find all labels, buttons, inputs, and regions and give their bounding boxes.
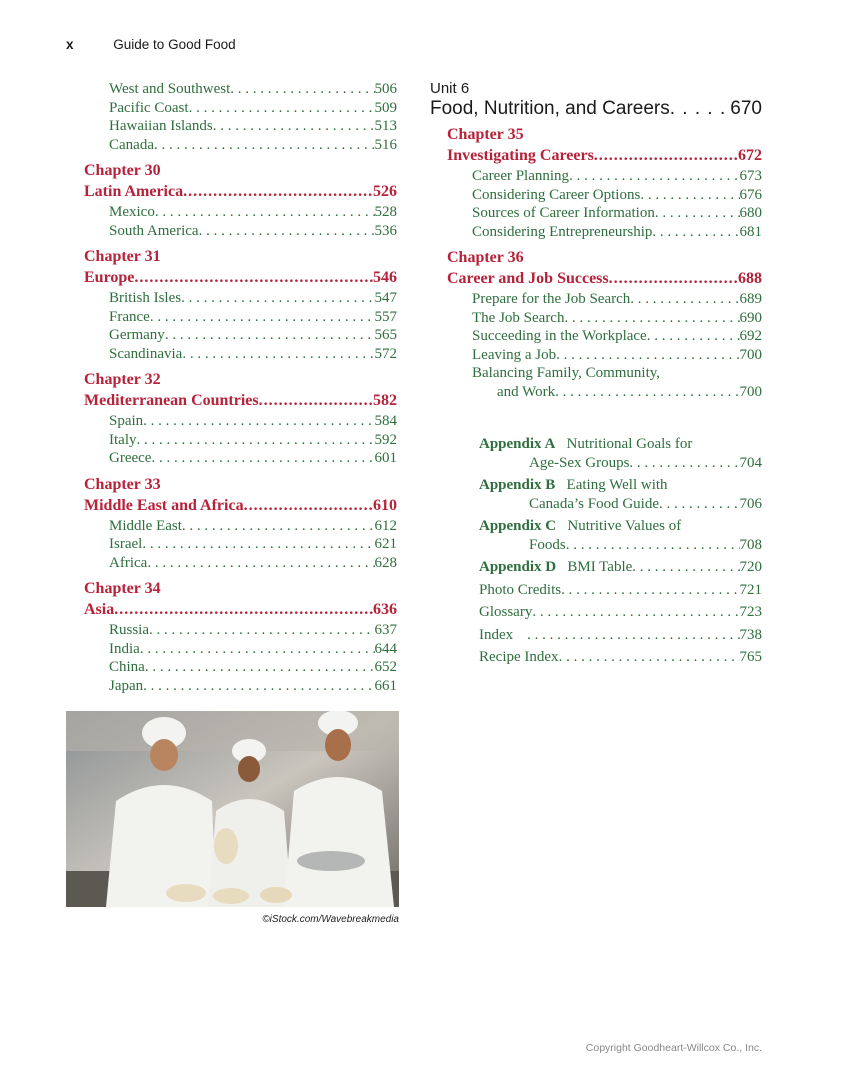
toc-entry[interactable]: Career Planning . . . 673 bbox=[472, 167, 762, 186]
chapter-title-entry[interactable]: Career and Job Success ..... 688 bbox=[447, 268, 762, 290]
appendices-block bbox=[430, 435, 762, 667]
toc-entry[interactable]: Considering Career Options . . . 676 bbox=[472, 186, 762, 205]
chapter-title-entry[interactable]: Mediterranean Countries ..... 582 bbox=[84, 390, 397, 412]
chapter-35-block bbox=[430, 125, 762, 241]
toc-entry[interactable]: Scandinavia . . . 572 bbox=[109, 345, 397, 364]
toc-entry[interactable]: West and Southwest . . . 506 bbox=[109, 80, 397, 99]
appendix-entry[interactable]: Appendix C Nutritive Values of Foods . . . 708 bbox=[479, 517, 762, 554]
toc-entry[interactable]: Japan . . . 661 bbox=[109, 677, 397, 696]
chapter-title-entry[interactable]: Middle East and Africa ..... 610 bbox=[84, 495, 397, 517]
page-number: x bbox=[66, 37, 74, 52]
appendix-entry[interactable]: Appendix A Nutritional Goals for Age-Sex Groups . . . 704 bbox=[479, 435, 762, 472]
toc-entry[interactable]: Leaving a Job . . . 700 bbox=[472, 346, 762, 365]
toc-right-column bbox=[430, 80, 762, 667]
toc-entry[interactable]: Israel . . . 621 bbox=[109, 535, 397, 554]
chapter-29-sections bbox=[84, 80, 397, 154]
toc-entry[interactable]: Middle East . . . 612 bbox=[109, 517, 397, 536]
toc-entry[interactable]: Africa . . . 628 bbox=[109, 554, 397, 573]
chapter-label: Chapter 33 bbox=[84, 475, 161, 493]
running-header bbox=[66, 37, 236, 52]
photo-credit: ©iStock.com/Wavebreakmedia bbox=[262, 914, 399, 925]
appendix-entry[interactable]: Appendix D BMI Table . . . 720 bbox=[479, 558, 762, 577]
appendix-entry[interactable]: Appendix B Eating Well with Canada’s Food Guide . . . 706 bbox=[479, 476, 762, 513]
toc-entry[interactable]: Greece . . . 601 bbox=[109, 449, 397, 468]
chefs-kitchen-photo bbox=[66, 711, 399, 907]
back-matter-entry[interactable]: Recipe Index . . . 765 bbox=[479, 648, 762, 667]
back-matter-entry[interactable]: Glossary . . . 723 bbox=[479, 603, 762, 622]
back-matter-entry[interactable]: Photo Credits . . . 721 bbox=[479, 581, 762, 600]
toc-entry-multiline[interactable]: Balancing Family, Community, and Work . . . 700 bbox=[472, 364, 762, 401]
toc-entry[interactable]: The Job Search . . . 690 bbox=[472, 309, 762, 328]
chapter-32-block bbox=[84, 370, 397, 468]
toc-entry[interactable]: Hawaiian Islands . . . 513 bbox=[109, 117, 397, 136]
unit-title-entry[interactable]: Food, Nutrition, and Careers . . . 670 bbox=[430, 98, 762, 120]
chapter-label: Chapter 36 bbox=[447, 249, 524, 266]
chapter-33-block bbox=[84, 475, 397, 573]
toc-left-column bbox=[84, 80, 397, 695]
toc-entry[interactable]: France . . . 557 bbox=[109, 308, 397, 327]
chapter-title-entry[interactable]: Europe ..... 546 bbox=[84, 267, 397, 289]
toc-entry[interactable]: Italy . . . 592 bbox=[109, 431, 397, 450]
toc-entry[interactable]: British Isles . . . 547 bbox=[109, 289, 397, 308]
chapter-title-entry[interactable]: Latin America ..... 526 bbox=[84, 181, 397, 203]
book-title: Guide to Good Food bbox=[113, 37, 236, 52]
chapter-title-entry[interactable]: Asia ..... 636 bbox=[84, 599, 397, 621]
chapter-label: Chapter 31 bbox=[84, 248, 161, 265]
unit-label: Unit 6 bbox=[430, 80, 470, 97]
toc-entry[interactable]: Considering Entrepreneurship . . . 681 bbox=[472, 223, 762, 242]
chapter-36-block bbox=[430, 248, 762, 401]
chapter-label: Chapter 34 bbox=[84, 580, 161, 597]
chapter-label: Chapter 35 bbox=[447, 126, 524, 143]
chapter-label: Chapter 30 bbox=[84, 162, 161, 179]
chapter-30-block bbox=[84, 161, 397, 240]
toc-entry[interactable]: Russia . . . 637 bbox=[109, 621, 397, 640]
chapter-title-entry[interactable]: Investigating Careers ..... 672 bbox=[447, 145, 762, 167]
toc-entry[interactable]: Prepare for the Job Search . . . 689 bbox=[472, 290, 762, 309]
chapter-34-block bbox=[84, 579, 397, 695]
toc-entry[interactable]: Spain . . . 584 bbox=[109, 412, 397, 431]
copyright-notice: Copyright Goodheart-Willcox Co., Inc. bbox=[585, 1042, 762, 1054]
toc-entry[interactable]: Sources of Career Information . . . 680 bbox=[472, 204, 762, 223]
toc-entry[interactable]: Canada . . . 516 bbox=[109, 136, 397, 155]
toc-entry[interactable]: South America . . . 536 bbox=[109, 222, 397, 241]
toc-entry[interactable]: Succeeding in the Workplace . . . 692 bbox=[472, 327, 762, 346]
chapter-label: Chapter 32 bbox=[84, 371, 161, 388]
toc-entry[interactable]: Germany . . . 565 bbox=[109, 326, 397, 345]
toc-entry[interactable]: India . . . 644 bbox=[109, 640, 397, 659]
toc-entry[interactable]: Pacific Coast . . . 509 bbox=[109, 99, 397, 118]
toc-entry[interactable]: Mexico . . . 528 bbox=[109, 203, 397, 222]
chapter-31-block bbox=[84, 247, 397, 363]
back-matter-entry[interactable]: Index . . . 738 bbox=[479, 626, 762, 645]
toc-entry[interactable]: China . . . 652 bbox=[109, 658, 397, 677]
